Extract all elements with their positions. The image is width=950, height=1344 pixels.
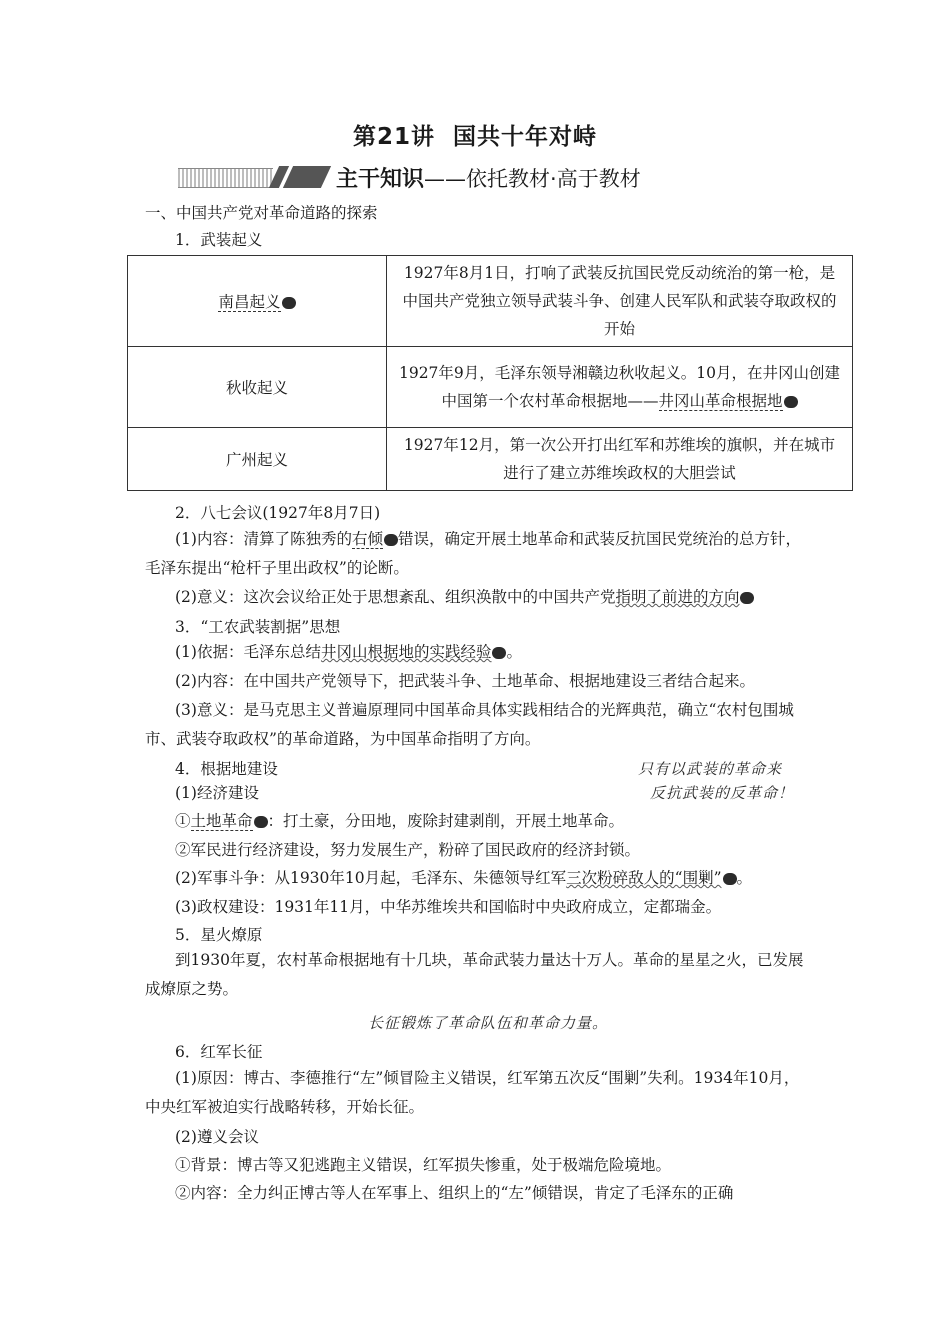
subheading-august-seventh: 2．八七会议(1927年8月7日) <box>175 504 381 522</box>
paragraph: (1)经济建设 <box>175 784 259 802</box>
text: ① <box>175 812 191 830</box>
paragraph <box>145 583 813 612</box>
key-point-mark <box>784 396 798 408</box>
handwritten-note: 长征锻炼了革命队伍和革命力量。 <box>368 1014 609 1032</box>
key-point-mark <box>492 647 506 659</box>
underlined-term: 三次粉碎敌人的“围剿” <box>566 869 722 887</box>
subheading-spark: 5．星火燎原 <box>175 926 263 944</box>
table-row <box>128 428 853 491</box>
paragraph: 到1930年夏，农村革命根据地有十几块，革命武装力量达十万人。革命的星星之火，已发展成燎原之势。 <box>145 951 804 998</box>
table-row <box>128 256 853 347</box>
key-point-mark <box>740 592 754 604</box>
table-row <box>128 347 853 428</box>
handwritten-note: 只有以武装的革命来 <box>638 760 783 778</box>
underlined-term: 井冈山革命根据地 <box>658 392 783 410</box>
paragraph <box>145 525 813 583</box>
paragraph: ②军民进行经济建设，努力发展生产，粉碎了国民政府的经济封锁。 <box>175 841 641 859</box>
paragraph: (3)政权建设：1931年11月，中华苏维埃共和国临时中央政府成立，定都瑞金。 <box>175 898 722 916</box>
key-point-mark <box>254 816 268 828</box>
subheading-base-building: 4．根据地建设 <box>175 760 278 778</box>
table-cell-desc: 1927年12月，第一次公开打出红军和苏维埃的旗帜，并在城市进行了建立苏维埃政权的大胆尝试 <box>387 428 853 491</box>
key-point-mark <box>723 873 737 885</box>
desc-text: 1927年9月，毛泽东领导湘赣边秋收起义。10月，在井冈山创建中国第一个农村革命根据地—— <box>398 364 841 410</box>
table-cell-name <box>128 256 387 347</box>
page-title <box>0 118 950 151</box>
paragraph: (3)意义：是马克思主义普遍原理同中国革命具体实践相结合的光辉典范，确立“农村包围城市、武装夺取政权”的革命道路，为中国革命指明了方向。 <box>145 701 794 748</box>
text: 。 <box>506 643 522 661</box>
key-point-mark <box>384 534 398 546</box>
paragraph: ①背景：博古等又犯逃跑主义错误，红军损失惨重，处于极端危险境地。 <box>175 1156 672 1174</box>
banner-rest-text: ——依托教材·高于教材 <box>424 167 641 191</box>
text: (1)依据：毛泽东总结 <box>175 643 321 661</box>
uprising-name: 南昌起义 <box>218 293 281 311</box>
paragraph: (2)内容：在中国共产党领导下，把武装斗争、土地革命、根据地建设三者结合起来。 <box>175 672 755 690</box>
lecture-number: 第21讲 <box>352 124 435 150</box>
paragraph <box>175 867 752 889</box>
subheading-armed-separatism: 3．“工农武装割据”思想 <box>175 618 341 636</box>
paragraph: (2)遵义会议 <box>175 1128 259 1146</box>
paragraph <box>175 810 624 832</box>
text: 错误，确定开展土地革命和武装反抗国民党统治的总方针，毛泽东提出“枪杆子里出政权”的论断。 <box>145 530 801 577</box>
table-cell-name: 广州起义 <box>128 428 387 491</box>
banner-label <box>336 162 641 193</box>
section-heading: 一、中国共产党对革命道路的探索 <box>145 204 378 222</box>
banner-slash-decoration <box>283 166 331 188</box>
underlined-term: 井冈山根据地的实践经验 <box>320 643 492 661</box>
table-cell-desc: 1927年8月1日，打响了武装反抗国民党反动统治的第一枪，是中国共产党独立领导武装斗争、创建人民军队和武装夺取政权的开始 <box>387 256 853 347</box>
table-cell-desc <box>387 347 853 428</box>
handwritten-note: 反抗武装的反革命！ <box>650 784 795 802</box>
banner-bold-text: 主干知识 <box>336 167 425 192</box>
subheading-long-march: 6．红军长征 <box>175 1043 263 1061</box>
paragraph: ②内容：全力纠正博古等人在军事上、组织上的“左”倾错误，肯定了毛泽东的正确 <box>175 1184 734 1202</box>
section-banner <box>178 162 778 192</box>
text: (2)意义：这次会议给正处于思想紊乱、组织涣散中的中国共产党 <box>175 588 616 606</box>
text: ：打土豪，分田地，废除封建剥削，开展土地革命。 <box>267 812 625 830</box>
paragraph <box>145 638 813 667</box>
uprisings-table <box>127 255 853 491</box>
key-point-mark <box>282 297 296 309</box>
text: (1)内容：清算了陈独秀的 <box>175 530 352 548</box>
paragraph: (1)原因：博古、李德推行“左”倾冒险主义错误，红军第五次反“围剿”失利。1934年10月，中央红军被迫实行战略转移，开始长征。 <box>145 1069 800 1116</box>
underlined-term: 指明了前进的方向 <box>615 588 740 606</box>
banner-hatch-decoration <box>178 168 273 188</box>
lecture-topic: 国共十年对峙 <box>453 124 597 150</box>
text: 。 <box>736 869 753 887</box>
underlined-term: 土地革命 <box>190 812 253 830</box>
table-cell-name: 秋收起义 <box>128 347 387 428</box>
subheading-armed-uprisings: 1．武装起义 <box>175 231 263 249</box>
underlined-term: 右倾 <box>351 530 383 548</box>
text: (2)军事斗争：从1930年10月起，毛泽东、朱德领导红军 <box>175 869 567 887</box>
